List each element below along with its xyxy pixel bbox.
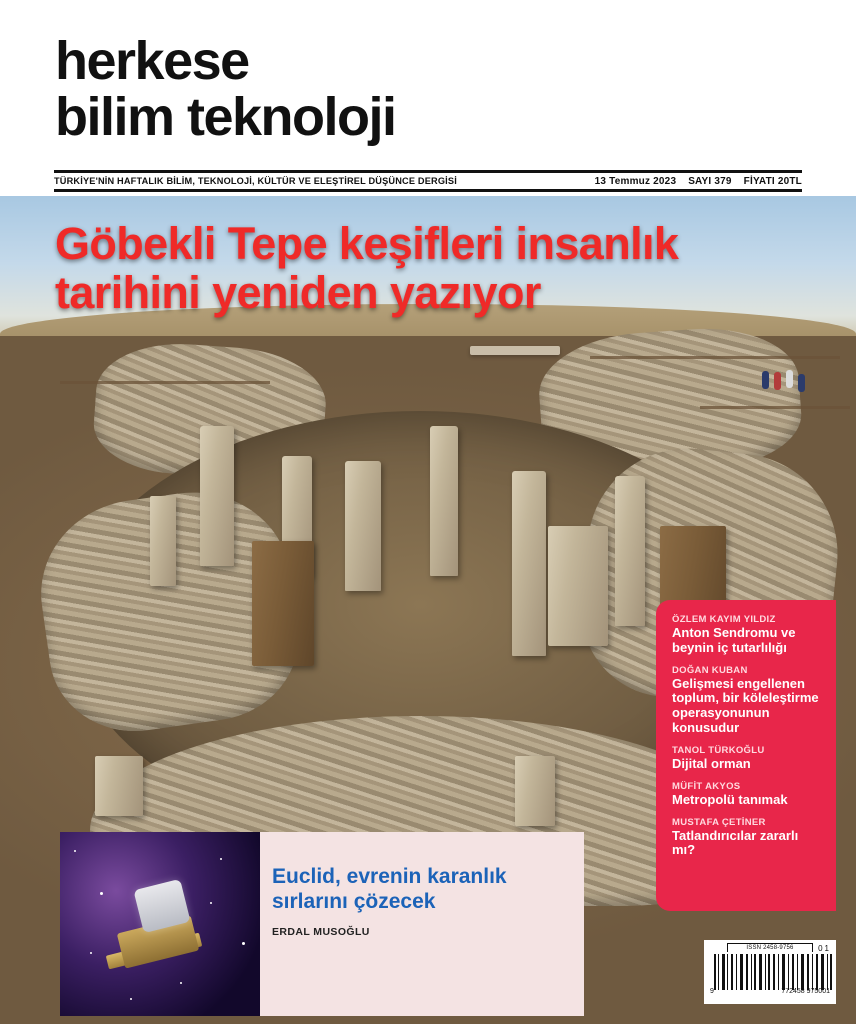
sidebar-item-author: DOĞAN KUBAN <box>672 664 748 676</box>
barcode-bars <box>708 954 832 994</box>
sidebar-item-title: Dijital orman <box>672 755 751 771</box>
stone-pillar <box>252 541 314 666</box>
euclid-telescope-image <box>60 832 260 1016</box>
barcode <box>704 940 836 1004</box>
stone-pillar <box>200 426 234 566</box>
visitor-figure <box>774 372 781 390</box>
sidebar-item[interactable] <box>672 745 822 772</box>
strapline: TÜRKİYE'NİN HAFTALIK BİLİM, TEKNOLOJİ, KÜLTÜR VE ELEŞTİREL DÜŞÜNCE DERGİSİ <box>54 176 457 186</box>
sidebar-item-title: Gelişmesi engellenen toplum, bir köleleştirme operasyonunun konusudur <box>672 675 819 736</box>
sidebar-item-title: Anton Sendromu ve beynin iç tutarlılığı <box>672 625 796 655</box>
shade-canopy <box>470 346 560 355</box>
cover-headline: Göbekli Tepe keşifleri insanlık tarihini yeniden yazıyor <box>55 218 679 318</box>
site-railing <box>700 406 850 409</box>
strapline-row <box>54 170 802 192</box>
barcode-issue-code: 01 <box>818 944 831 953</box>
sidebar-item-author: MÜFİT AKYOS <box>672 780 741 792</box>
sidebar-item[interactable] <box>672 781 822 808</box>
sidebar-item-author: TANOL TÜRKOĞLU <box>672 744 765 756</box>
site-railing <box>60 381 270 384</box>
sidebar-item[interactable] <box>672 614 822 656</box>
stone-pillar <box>150 496 176 586</box>
issue-price: FİYATI 20TL <box>743 175 802 187</box>
stone-pillar <box>615 476 645 626</box>
sidebar-item-author: ÖZLEM KAYIM YILDIZ <box>672 614 776 625</box>
euclid-author: ERDAL MUSOĞLU <box>272 926 370 939</box>
visitor-figure <box>762 371 769 389</box>
visitor-figure <box>786 370 793 388</box>
sidebar-item-title: Tatlandırıcılar zararlı mı? <box>672 827 799 858</box>
issue-info <box>586 176 802 187</box>
stone-pillar <box>430 426 458 576</box>
masthead <box>0 0 856 187</box>
issue-number: SAYI 379 <box>688 175 732 187</box>
site-railing <box>590 356 840 359</box>
magazine-title-line2: bilim teknoloji <box>55 86 396 147</box>
contents-sidebar <box>656 600 836 911</box>
stone-pillar <box>548 526 608 646</box>
magazine-title <box>55 31 396 147</box>
sidebar-item-title: Metropolü tanımak <box>672 791 788 807</box>
stone-pillar <box>345 461 381 591</box>
visitor-figure <box>798 374 805 392</box>
stone-pillar <box>515 756 555 826</box>
sidebar-item-author: MUSTAFA ÇETİNER <box>672 816 766 828</box>
barcode-digit-left: 9 <box>710 988 714 995</box>
cover-photo <box>0 196 856 1024</box>
issue-date: 13 Temmuz 2023 <box>594 175 677 187</box>
magazine-title-line1: herkese <box>55 31 249 91</box>
issn-label: ISSN 2458-9756 <box>727 943 813 952</box>
stone-pillar <box>512 471 546 656</box>
barcode-digits: 772458 975001 <box>781 988 830 995</box>
sidebar-item[interactable] <box>672 817 822 859</box>
euclid-feature[interactable] <box>60 832 584 1016</box>
euclid-title: Euclid, evrenin karanlık sırlarını çözecek <box>272 865 507 914</box>
sidebar-item[interactable] <box>672 665 822 736</box>
stone-pillar <box>95 756 143 816</box>
euclid-text-block <box>272 864 572 938</box>
